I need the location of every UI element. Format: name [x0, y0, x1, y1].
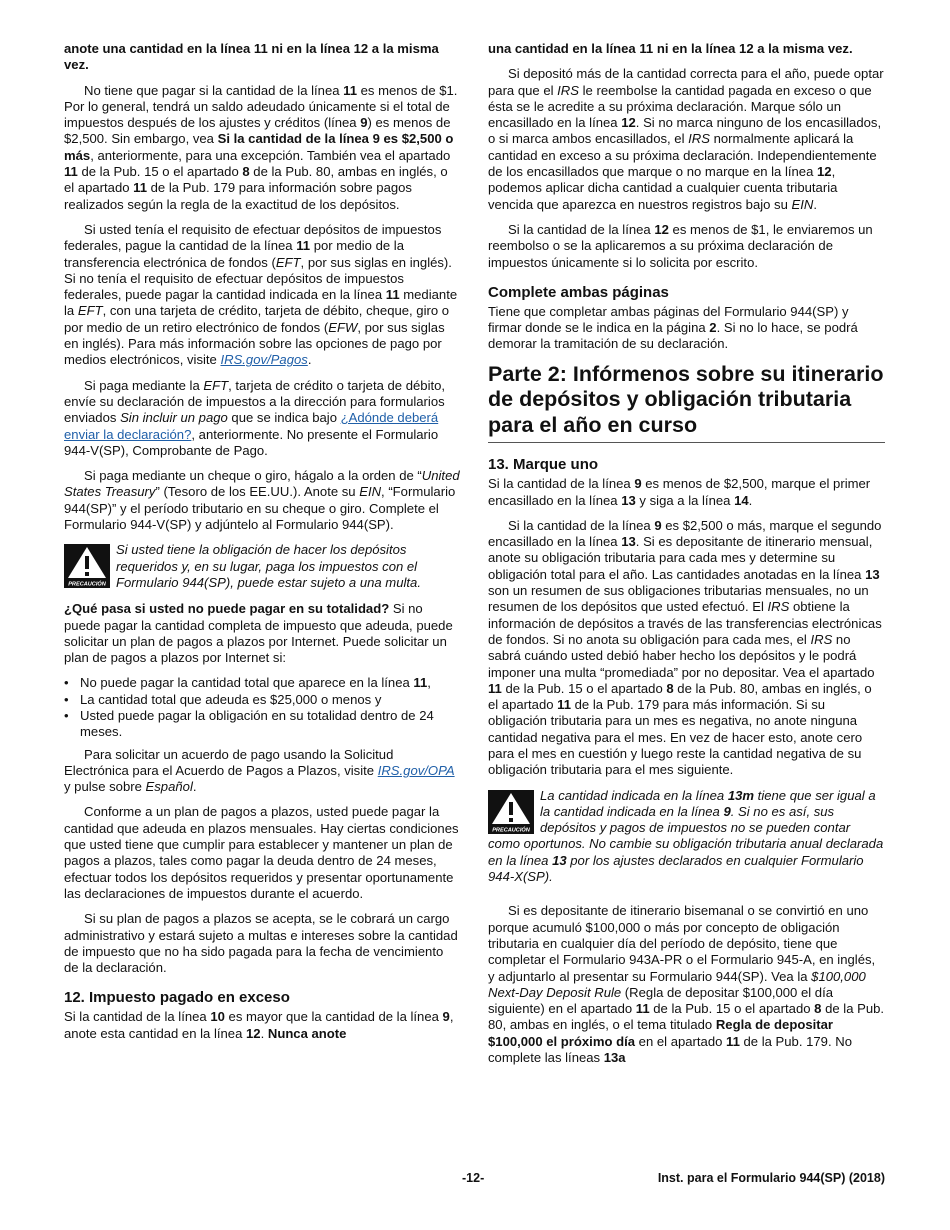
left-column: [64, 41, 461, 1051]
paragraph-installment: Conforme a un plan de pagos a plazos, usted puede pagar la cantidad que adeuda en plazos mensuales. Hay ciertas condiciones que usted tiene que cumplir para establecer y mantener un plan de pagos a plazos, tales como pagar la deuda dentro de 24 meses, efectuar todos los depósitos requeridos y presentar oportunamente las declaraciones de impuestos durante el acuerdo.: [64, 804, 459, 901]
paragraph-small-refund: Si la cantidad de la línea 12 es menos de $1, le enviaremos un reembolso o se la aplicaremos a su próxima declaración de impuestos únicamente si lo solicita por escrito.: [488, 221, 873, 270]
paragraph-complete-pages: Tiene que completar ambas páginas del Formulario 944(SP) y firmar donde se le indica en la página 2. Si no lo hace, se podrá demorar la tramitación de su declaración.: [488, 303, 858, 352]
caution-icon: [488, 790, 534, 834]
paragraph-cannot-pay: ¿Qué pasa si usted no puede pagar en su totalidad? Si no puede pagar la cantidad completa de impuesto que adeuda, puede solicitar un plan de pagos a plazos por Internet. Puede solicitar un plan de pagos a plazos por Internet si:: [64, 601, 453, 666]
right-column: [488, 41, 885, 1075]
paragraph-no-payment: No tiene que pagar si la cantidad de la línea 11 es menos de $1. Por lo general, tendrá un saldo adeudado únicamente si el total de impuestos después de los ajustes y créditos (línea 9) es menos de $2,500. Sin embargo, vea Si la cantidad de la línea 9 es $2,500 o más, anteriormente, para una excepción. También vea el apartado 11 de la Pub. 15 o el apartado 8 de la Pub. 80, ambas en inglés, o el apartado 11 de la Pub. 179 para información sobre pagos realizados según la regla de la exactitud de los depósitos.: [64, 82, 458, 212]
list-item: • No puede pagar la cantidad total que aparece en la línea 11,: [64, 675, 461, 691]
paragraph-eft: Si usted tenía el requisito de efectuar depósitos de impuestos federales, pague la cantidad de la línea 11 por medio de la transferencia electrónica de fondos (EFT, por sus siglas en inglés). Si no tenía el requisito de efectuar depósitos de impuestos federales, puede pagar la cantidad indicada en la línea 11 mediante la EFT, con una tarjeta de crédito, tarjeta de débito, cheque, giro o por medio de un retiro electrónico de fondos (EFW, por sus siglas en inglés). Para más información sobre las opciones de pago por medios electrónicos, visite IRS.gov/Pagos.: [64, 221, 458, 368]
paragraph-check-payment: Si paga mediante un cheque o giro, hágalo a la orden de “United States Treasury” (Tesoro de los EE.UU.). Anote su EIN, “Formulario 944(SP)” y el período tributario en su cheque o giro. Complete el Formulario 944-V(SP) y adjúntelo al Formulario 944(SP).: [64, 468, 460, 533]
paragraph-line13-monthly: Si la cantidad de la línea 9 es $2,500 o más, marque el segundo encasillado en la línea 13. Si es depositante de itinerario mensual, anote su obligación tributaria para cada mes y determine su obligación total para el año. Las cantidades anotadas en la línea 13 son un resumen de sus obligaciones tributarias mensuales, no un resumen de los depósitos que usted efectuó. El IRS obtiene la información de depósitos a través de las transferencias electrónicas de fondos. Si no anota su obligación para cada mes, el IRS no sabrá cuándo usted debió haber hecho los depósitos y le podrá imponer una multa “promediada” por no depositar. Vea el apartado 11 de la Pub. 15 o el apartado 8 de la Pub. 80, ambas en inglés, o el apartado 11 de la Pub. 179 para más información. Si su obligación tributaria para un mes es negativa, no anote ninguna cantidad negativa para el mes. En vez de hacer esto, anote cero para el mes en cuestión y luego reste la cantidad negativa de su obligación tributaria para el mes siguiente.: [488, 517, 882, 778]
paragraph-card-payment: Si paga mediante la EFT, tarjeta de crédito o tarjeta de débito, envíe su declaración de impuestos a la dirección para formularios enviados Sin incluir un pago que se indica bajo ¿Adónde deberá enviar la declaración?, anteriormente. No presente el Formulario 944-V(SP), Comprobante de Pago.: [64, 377, 446, 458]
section-heading-13: 13. Marque uno: [488, 456, 599, 474]
section-heading-12: 12. Impuesto pagado en exceso: [64, 989, 290, 1007]
footer-title: Inst. para el Formulario 944(SP) (2018): [657, 1171, 885, 1185]
caution-note: PRECAUCIÓN Si usted tiene la obligación de hacer los depósitos requeridos y, en su lugar, paga los impuestos con el Formulario 944(SP), puede estar sujeto a una multa.: [64, 542, 461, 591]
caution-label: PRECAUCIÓN: [68, 581, 106, 588]
paragraph-overpayment: Si la cantidad de la línea 10 es mayor que la cantidad de la línea 9, anote esta cantidad en la línea 12. Nunca anote: [64, 1009, 454, 1041]
irs-pagos-link[interactable]: IRS.gov/Pagos: [220, 352, 308, 368]
page-number: -12-: [462, 1171, 485, 1185]
caution-note: PRECAUCIÓN La cantidad indicada en la línea 13m tiene que ser igual a la cantidad indicada en la línea 9. Si no es así, sus depósitos y pagos de impuestos no se pueden contar como oportunos. No cambie su obligación tributaria anual declarada en la línea 13 por los ajustes declarados en cualquier Formulario 944-X(SP).: [488, 787, 884, 885]
paragraph-installment-fee: Si su plan de pagos a plazos se acepta, se le cobrará un cargo administrativo y estará sujeto a multas e intereses sobre la cantidad de impuesto que no ha sido pagada para la fecha de vencimiento de la declaración.: [64, 911, 458, 976]
caution-label: PRECAUCIÓN: [492, 827, 530, 834]
bullet-list: [64, 675, 461, 740]
where-to-file-link[interactable]: ¿Adónde deberá enviar la declaración?: [64, 410, 439, 442]
paragraph-semiweekly: Si es depositante de itinerario bisemanal o se convirtió en uno porque acumuló $100,000 o más por concepto de obligación tributaria en cualquier día del período de depósito, tiene que completar el Formulario 943A-PR o el Formulario 945-A, en inglés, y adjuntarlo al presentar su Formulario 944(SP). Vea la $100,000 Next-Day Deposit Rule (Regla de depositar $100,000 el día siguiente) en el apartado 11 de la Pub. 15 o el apartado 8 de la Pub. 80, ambas en inglés, o el tema titulado Regla de depositar $100,000 el próximo día en el apartado 11 de la Pub. 179. No complete las líneas 13a: [488, 903, 885, 1066]
irs-opa-link[interactable]: IRS.gov/OPA: [377, 762, 455, 778]
paragraph-continuation: anote una cantidad en la línea 11 ni en la línea 12 a la misma vez.: [64, 41, 439, 73]
list-item: • La cantidad total que adeuda es $25,000 o menos y: [64, 692, 461, 708]
list-item: • Usted puede pagar la obligación en su totalidad dentro de 24 meses.: [64, 708, 461, 741]
caution-icon: [64, 544, 110, 588]
paragraph-line13-small: Si la cantidad de la línea 9 es menos de $2,500, marque el primer encasillado en la línea 13 y siga a la línea 14.: [488, 476, 871, 508]
part-2-heading: Parte 2: Infórmenos sobre su itinerario de depósitos y obligación tributaria para el año en curso: [488, 362, 885, 444]
paragraph-refund-option: Si depositó más de la cantidad correcta para el año, puede optar para que el IRS le reembolse la cantidad pagada en exceso o que ésta se le acredite a su próxima declaración. Marque sólo un encasillado en la línea 12. Si no marca ninguno de los encasillados, o si marca ambos encasillados, el IRS normalmente aplicará la cantidad en exceso a su próxima declaración. Independientemente de los encasillados que marque o no marque en la línea 12, podemos aplicar dicha cantidad a cualquier cuenta tributaria vencida que aparezca en nuestros registros bajo su EIN.: [488, 66, 884, 212]
section-heading-complete-pages: Complete ambas páginas: [488, 283, 669, 301]
paragraph-continuation: una cantidad en la línea 11 ni en la línea 12 a la misma vez.: [488, 41, 853, 56]
paragraph-opa: Para solicitar un acuerdo de pago usando la Solicitud Electrónica para el Acuerdo de Pagos a Plazos, visite IRS.gov/OPA y pulse sobre Español.: [64, 746, 455, 795]
